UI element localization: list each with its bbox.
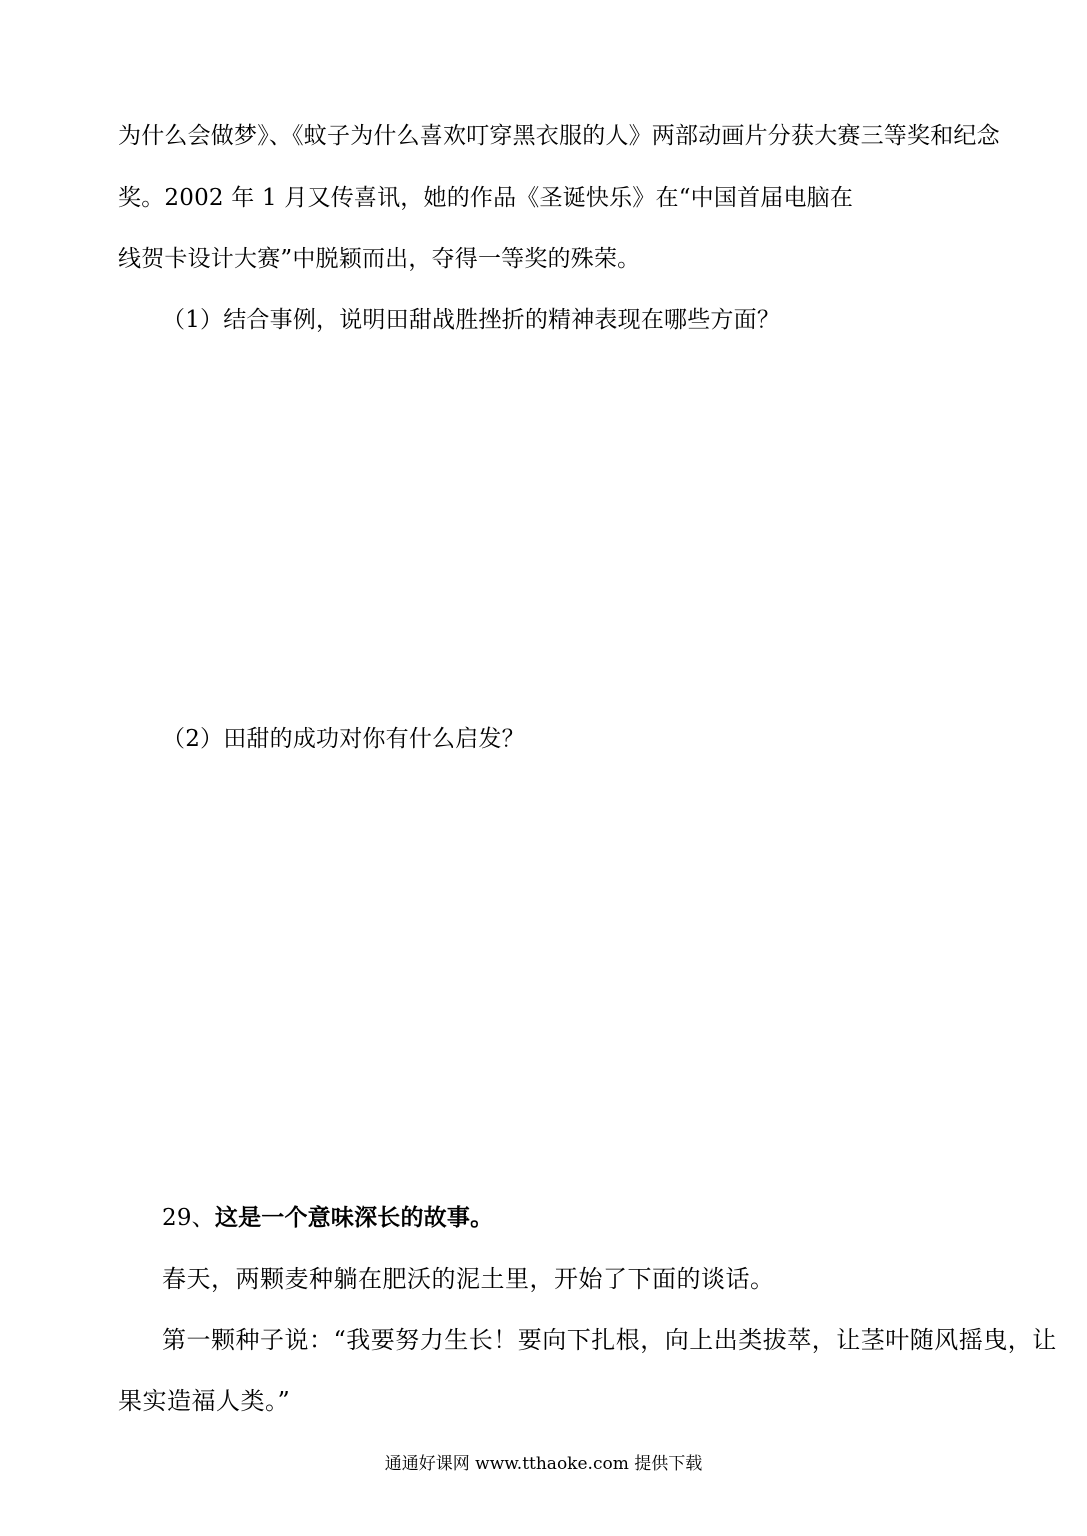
question-1: （1）结合事例，说明田甜战胜挫折的精神表现在哪些方面？ xyxy=(162,307,781,333)
section-29-title: 这是一个意味深长的故事。 xyxy=(214,1204,494,1231)
story-paragraph-1: 春天，两颗麦种躺在肥沃的泥土里，开始了下面的谈话。 xyxy=(162,1265,775,1293)
passage-line-1: 为什么会做梦》、《蚊子为什么喜欢叮穿黑衣服的人》两部动画片分获大赛三等奖和纪念 xyxy=(118,123,1000,149)
page-footer: 通通好课网 www.tthaoke.com 提供下载 xyxy=(384,1454,703,1474)
story-paragraph-2-line-2: 果实造福人类。” xyxy=(118,1387,291,1415)
story-paragraph-2-line-1: 第一颗种子说：“我要努力生长！要向下扎根，向上出类拔萃，让茎叶随风摇曳，让 xyxy=(162,1326,1057,1354)
section-29-heading xyxy=(162,1203,493,1233)
section-29-number: 29、 xyxy=(162,1205,215,1231)
passage-line-2: 奖。2002 年 1 月又传喜讯，她的作品《圣诞快乐》在“中国首届电脑在 xyxy=(118,185,854,211)
question-2: （2）田甜的成功对你有什么启发？ xyxy=(162,726,525,752)
passage-line-3: 线贺卡设计大赛”中脱颖而出，夺得一等奖的殊荣。 xyxy=(118,246,641,272)
